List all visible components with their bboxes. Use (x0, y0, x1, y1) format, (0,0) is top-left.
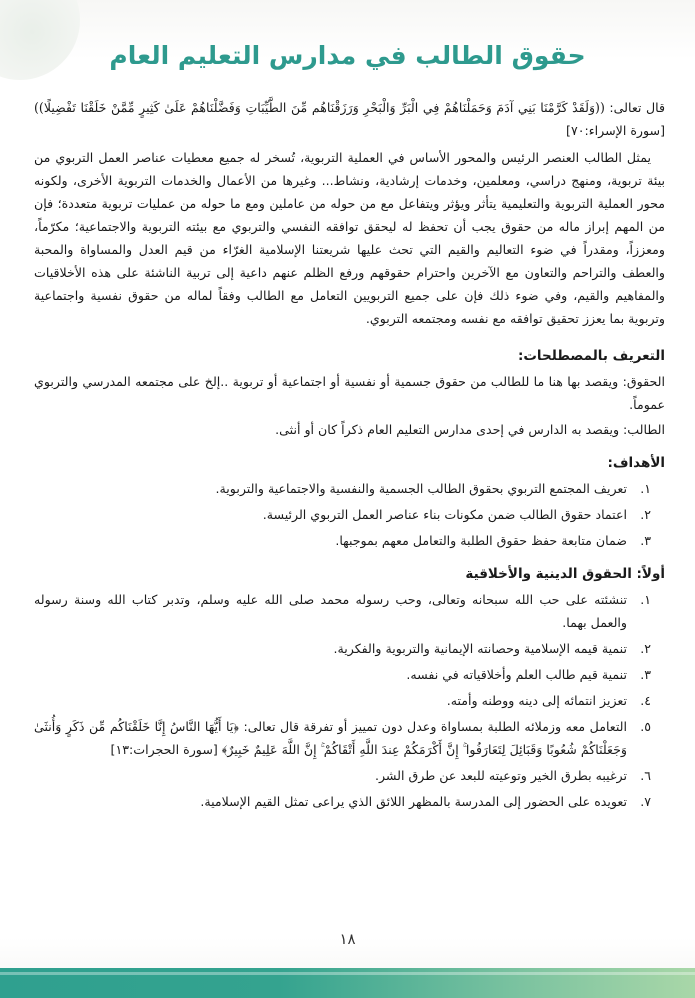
objectives-heading: الأهداف: (607, 455, 665, 471)
list-item-number: ٦. (640, 768, 651, 783)
page-number: ١٨ (339, 930, 356, 948)
verse-prefix: قال تعالى: (604, 100, 665, 115)
list-item-number: ٢. (640, 507, 651, 522)
definition-text: ويقصد بها هنا ما للطالب من حقوق جسمية أو نفسية أو اجتماعية أو تربوية ..إلخ على مجتمعه المدرسي والتربوي عموماً. (34, 374, 665, 412)
list-item (34, 790, 665, 813)
footer-stripe (0, 972, 695, 975)
list-item-text: تعزيز انتمائه إلى دينه ووطنه وأمته. (446, 693, 627, 708)
list-item (34, 663, 665, 686)
intro-paragraph: يمثل الطالب العنصر الرئيس والمحور الأساس في العملية التربوية، تُسخر له جميع معطيات عناصر العمل التربوي من بيئة تربوية، ومنهج دراسي، ومعلمين، وخدمات إرشادية، ونشاط... وغيرها من الأعمال والخدمات التربوية الأخرى، ولكونه محور العملية التربوية والتعليمية يتأثر ويؤثر ويتفاعل مع من حوله من عاملين ومع ما حوله من عمليات تربوية متعددة؛ فإن من المهم إبراز ماله من حقوق يجب أن تحفظ له ليحقق توافقه النفسي والتربوي مع بيئته التربوية والاجتماعية؛ مكرّماً، ومعززاً، ومقدراً في ضوء التعاليم والقيم التي تحث عليها شريعتنا الإسلامية الغرّاء من قيم العدل والمساواة والمحبة والعطف والتراحم والتعاون مع الآخرين واحترام حقوقهم ورفع الظلم عنهم داعية إلى تربية الناشئة على هذه الأخلاقيات والمفاهيم والقيم، وفي ضوء ذلك فإن على جميع التربويين التعامل مع الطالب وفقاً لماله من حقوق نفسية واجتماعية وتربوية بما يعزز تحقيق توافقه مع نفسه ومجتمعه التربوي. (34, 150, 665, 326)
definition-rights (34, 370, 665, 416)
list-item-number: ٢. (640, 641, 651, 656)
list-item-text: تعويده على الحضور إلى المدرسة بالمظهر اللائق الذي يراعى تمثل القيم الإسلامية. (200, 794, 627, 809)
list-item-number: ١. (640, 481, 651, 496)
list-item-text: ترغيبه بطرق الخير وتوعيته للبعد عن طرق الشر. (374, 768, 627, 783)
verse-text: ((وَلَقَدْ كَرَّمْنَا بَنِي آدَمَ وَحَمَلْنَاهُمْ فِي الْبَرِّ وَالْبَحْرِ وَرَزَقْنَاهُم مِّنَ الطَّيِّبَاتِ وَفَضَّلْنَاهُمْ عَلَىٰ كَثِيرٍ مِّمَّنْ خَلَقْنَا تَفْضِيلًا)) (34, 100, 605, 115)
list-item (34, 503, 665, 526)
list-item-number: ٧. (640, 794, 651, 809)
page-title: حقوق الطالب في مدارس التعليم العام (109, 41, 586, 70)
list-item (34, 764, 665, 787)
definition-text: ويقصد به الدارس في إحدى مدارس التعليم العام ذكراً كان أو أنثى. (275, 422, 620, 437)
list-item-number: ٤. (640, 693, 651, 708)
objectives-list (34, 477, 665, 552)
verse-reference: [سورة الإسراء:٧٠] (566, 123, 665, 138)
footer-decorative-bar (0, 968, 695, 998)
list-item (34, 529, 665, 552)
definition-term: الطالب: (619, 422, 665, 437)
list-item (34, 588, 665, 634)
list-item-text: التعامل معه وزملائه الطلبة بمساواة وعدل دون تمييز أو تفرقة قال تعالى: ﴿يَا أَيُّهَا النَّاسُ إِنَّا خَلَقْنَاكُم مِّن ذَكَرٍ وَأُنثَىٰ وَجَعَلْنَاكُمْ شُعُوبًا وَقَبَائِلَ لِتَعَارَفُوا ۚ إِنَّ أَكْرَمَكُمْ عِندَ اللَّهِ أَتْقَاكُمْ ۚ إِنَّ اللَّهَ عَلِيمٌ خَبِيرٌ﴾ [سورة الحجرات:١٣] (34, 719, 627, 757)
list-item (34, 637, 665, 660)
list-item (34, 689, 665, 712)
list-item-text: تنشئته على حب الله سبحانه وتعالى، وحب رسوله محمد صلى الله عليه وسلم، وتدبر كتاب الله وسنة رسوله والعمل بهما. (34, 592, 627, 630)
page-content (34, 96, 665, 819)
list-item-text: اعتماد حقوق الطالب ضمن مكونات بناء عناصر العمل التربوي الرئيسة. (262, 507, 627, 522)
list-item-text: تعريف المجتمع التربوي بحقوق الطالب الجسمية والنفسية والاجتماعية والتربوية. (215, 481, 627, 496)
definitions-heading: التعريف بالمصطلحات: (517, 348, 665, 364)
list-item-number: ٣. (640, 533, 651, 548)
list-item-number: ٥. (640, 719, 651, 734)
definition-term: الحقوق: (618, 374, 665, 389)
religious-rights-list (34, 588, 665, 813)
verse-paragraph (34, 96, 665, 142)
definition-student (34, 418, 665, 441)
list-item-number: ١. (640, 592, 651, 607)
list-item-text: ضمان متابعة حفظ حقوق الطلبة والتعامل معهم بموجبها. (335, 533, 627, 548)
list-item (34, 477, 665, 500)
list-item-text: تنمية قيمه الإسلامية وحصانته الإيمانية والتربوية والفكرية. (333, 641, 627, 656)
religious-rights-heading: أولاً: الحقوق الدينية والأخلاقية (465, 566, 665, 582)
list-item (34, 715, 665, 761)
list-item-number: ٣. (640, 667, 651, 682)
list-item-text: تنمية قيم طالب العلم وأخلاقياته في نفسه. (406, 667, 627, 682)
